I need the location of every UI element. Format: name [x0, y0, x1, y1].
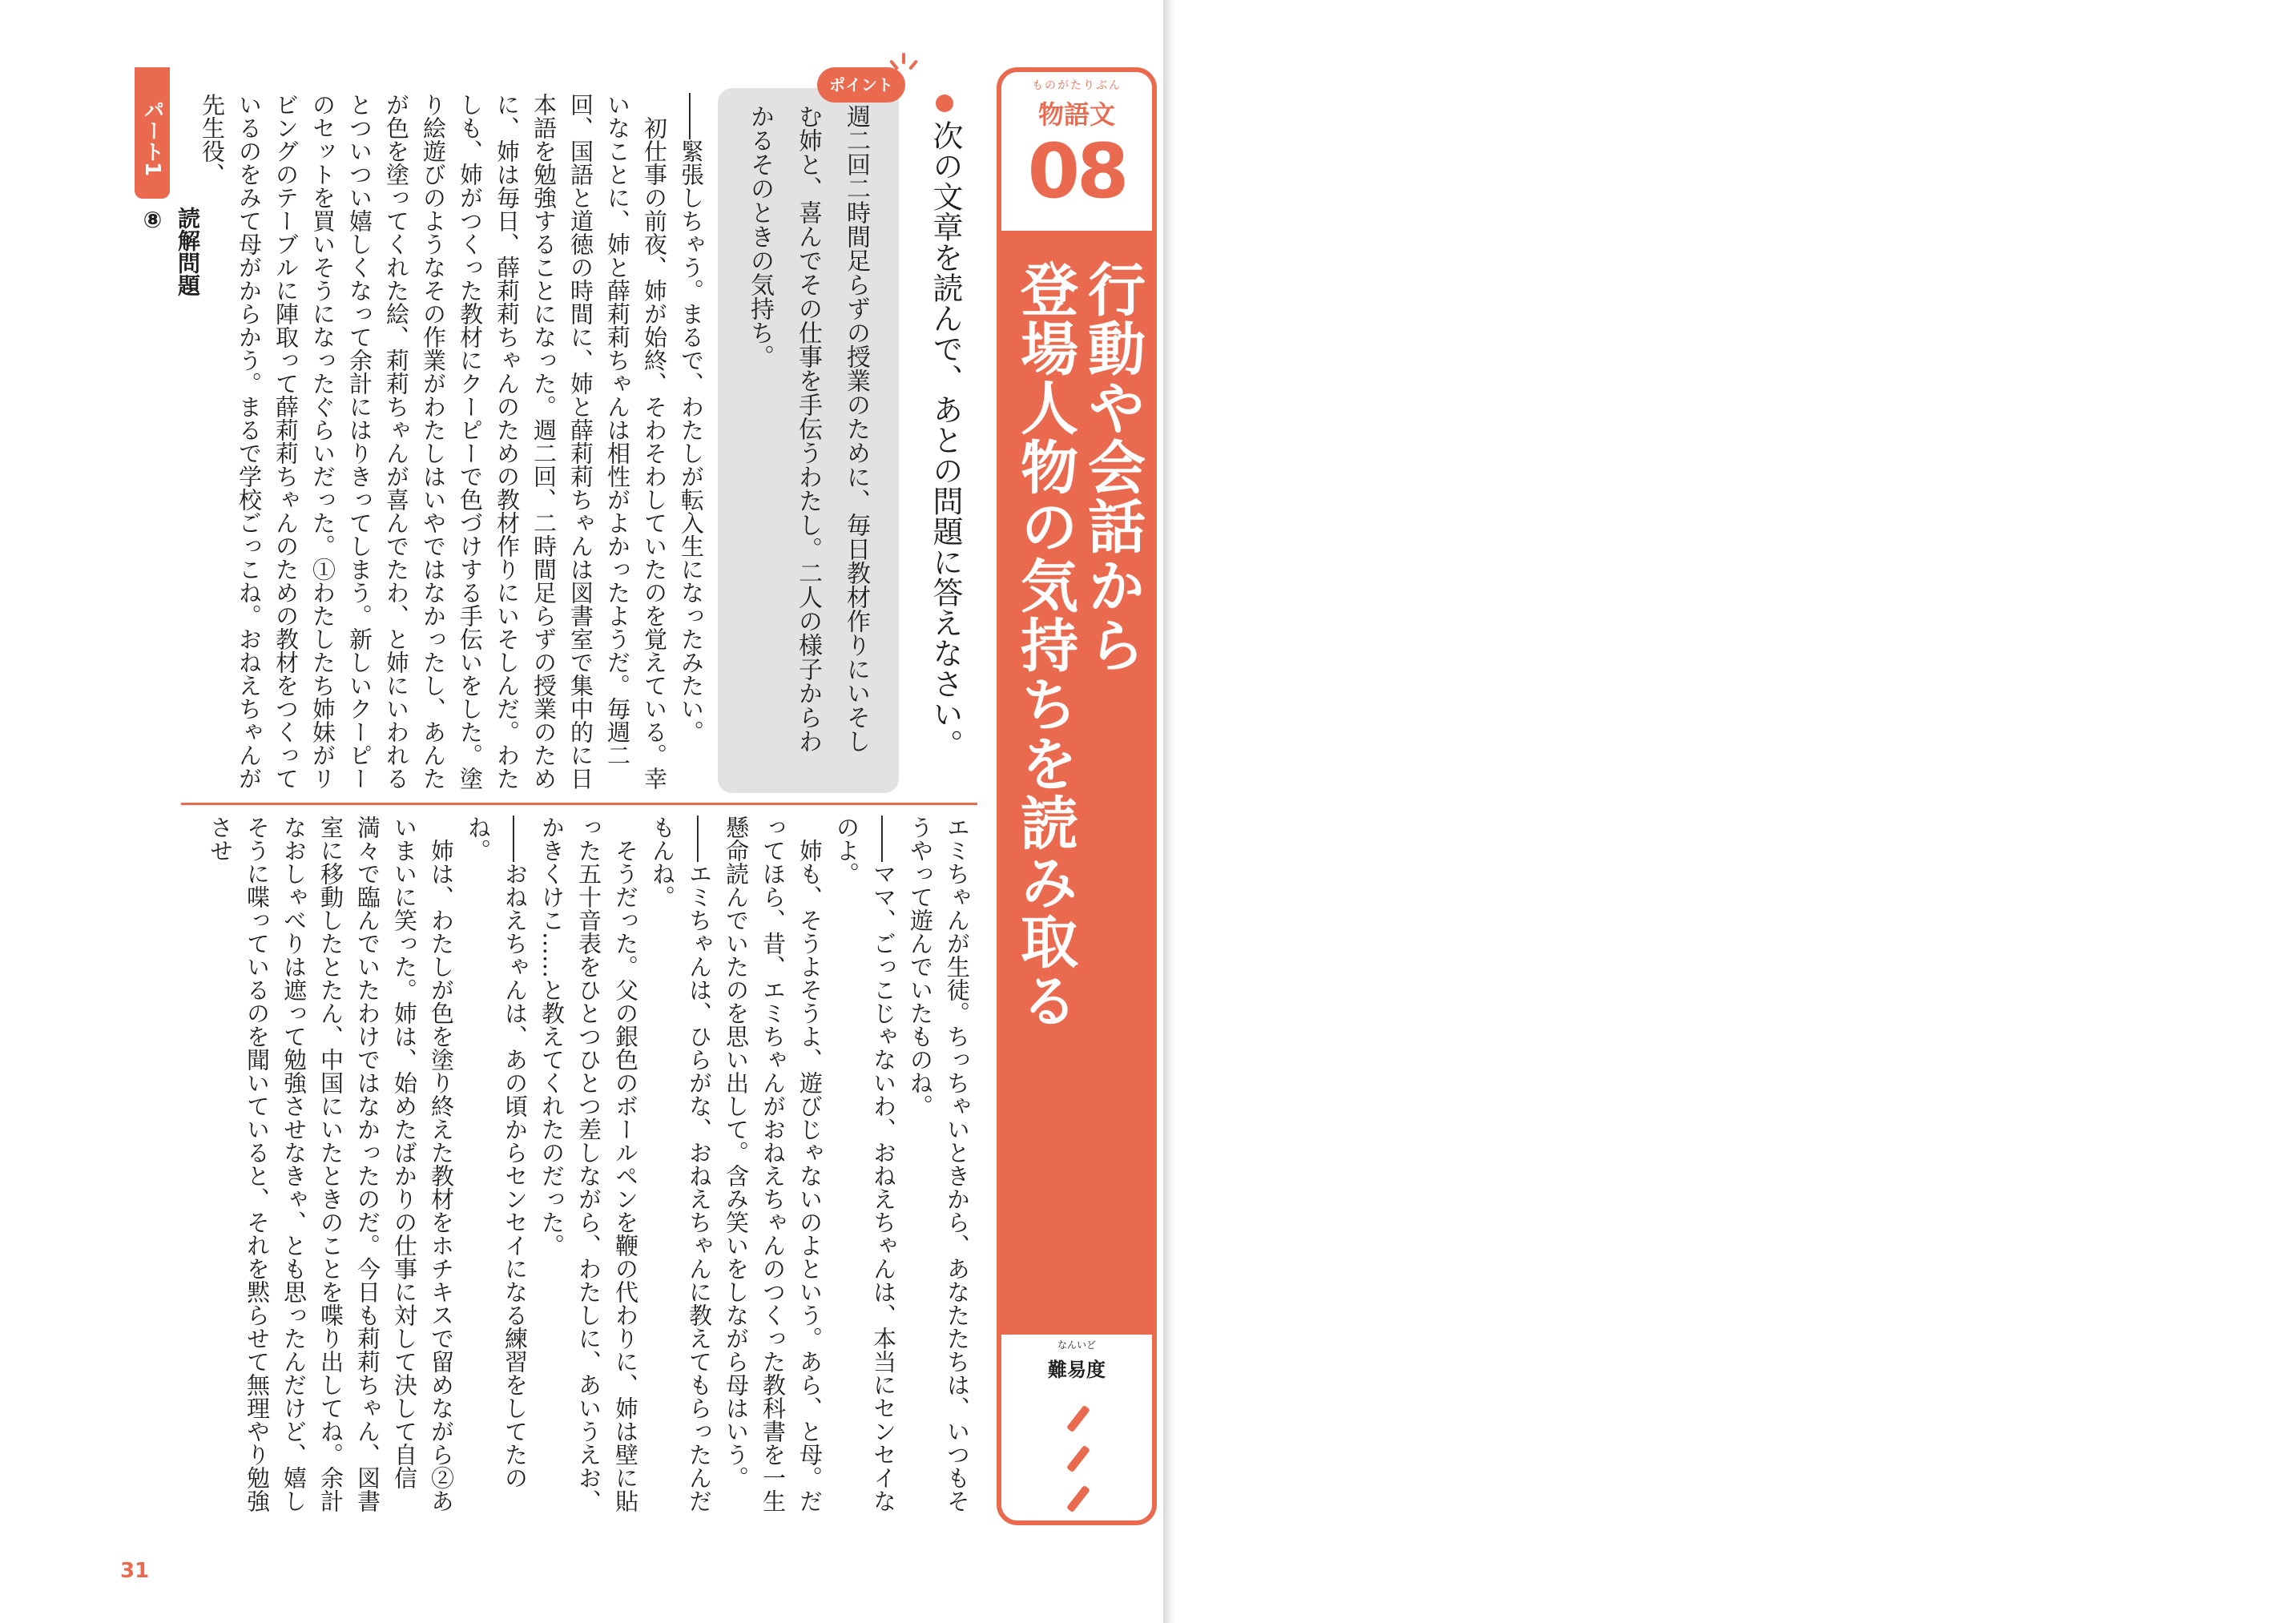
passage-paragraph: 姉は、わたしが色を塗り終えた教材をホチキスで留めながら②あいまいに笑った。姉は、始めたばかりの仕事に対して決して自信満々で臨んでいたわけではなかったのだ。今日も莉莉ちゃん、図書室に移動したとたん、中国にいたときのことを喋り出してね。余計なおしゃべりは遮って勉強させなきゃ、とも思ったんだけど、嬉しそうに喋っているのを聞いていると、それを黙らせて無理やり勉強させ — [207, 816, 455, 1512]
passage-paragraph: ――おねえちゃんは、あの頃からセンセイになる練習をしてたのね。 — [465, 816, 529, 1489]
point-tag: ポイント — [817, 67, 905, 103]
instruction-text: 次の文章を読んで、あとの問題に答えなさい。 — [928, 120, 963, 759]
title-header — [1001, 72, 1152, 231]
side-tab — [120, 67, 201, 308]
difficulty-box — [1001, 1335, 1152, 1520]
passage-paragraph: ――ママ、ごっこじゃないわ、おねえちゃんは、本当にセンセイなのよ。 — [833, 816, 897, 1512]
difficulty-pencil-icon — [1066, 1445, 1090, 1473]
passage-paragraph: ――緊張しちゃう。まるで、わたしが転入生になったみたい。 — [678, 93, 705, 743]
title-panel — [997, 67, 1157, 1525]
passage-paragraph: ――エミちゃんは、ひらがな、おねえちゃんに教えてもらったんだもんね。 — [649, 816, 713, 1512]
passage-paragraph: 姉も、そうよそうよ、遊びじゃないのよという。あら、と母。だってほら、昔、エミちゃんがおねえちゃんのつくった教科書を一生懸命読んでいたのを思い出して。含み笑いをしながら母はいう。 — [723, 816, 824, 1512]
genre-ruby: ものがたりぶん — [1032, 79, 1122, 92]
passage-paragraph: そうだった。父の銀色のボールペンを鞭の代わりに、姉は壁に貼った五十音表をひとつひとつ差しながら、わたしに、あいうえお、かきくけこ……と教えてくれたのだった。 — [538, 816, 639, 1512]
page-number: 31 — [120, 1559, 150, 1583]
difficulty-label: 難易度 — [1048, 1359, 1106, 1381]
passage-lower — [181, 816, 976, 1520]
section-divider — [181, 803, 977, 805]
title-line-1: 行動や会話から — [1078, 260, 1146, 675]
page-spine-edge — [1163, 0, 1176, 1623]
title-band — [1001, 231, 1152, 1335]
passage-upper — [181, 93, 710, 798]
point-body: 週二回二時間足らずの授業のために、毎日教材作りにいそしむ姉と、喜んでその仕事を手伝うわたし。二人の様子からわかるそのときの気持ち。 — [746, 104, 870, 753]
genre-label: 物語文 — [1037, 99, 1115, 130]
passage-paragraph: エミちゃんが生徒。ちっちゃいときから、あなたたちは、いつもそうやって遊んでいたものね。 — [907, 816, 971, 1512]
instruction-bullet-icon — [936, 95, 953, 112]
part-tab: パート1 — [135, 67, 170, 199]
section-title: 読解問題⑧ — [139, 207, 201, 296]
difficulty-pencil-icon — [1066, 1485, 1090, 1513]
difficulty-pencil-icon — [1066, 1405, 1090, 1433]
difficulty-ruby: なんいど — [1057, 1339, 1096, 1351]
passage-paragraph: 初仕事の前夜、姉が始終、そわそわしていたのを覚えている。幸いなことに、姉と薛莉莉ちゃんは相性がよかったようだ。毎週二回、国語と道徳の時間に、姉と薛莉莉ちゃんは図書室で集中的に日本語を勉強することになった。週二回、二時間足らずの授業のために、姉は毎日、薛莉莉ちゃんのための教材作りにいそしんだ。わたしも、姉がつくった教材にクーピーで色づけする手伝いをした。塗り絵遊びのようなその作業がわたしはいやではなかったし、あんたが色を塗ってくれた絵、莉莉ちゃんが喜んでたわ、と姉にいわれるとついつい嬉しくなって余計にはりきってしまう。新しいクーピーのセットを買いそうになったぐらいだった。①わたしたち姉妹がリビングのテーブルに陣取って薛莉莉ちゃんのための教材をつくっているのをみて母がからかう。まるで学校ごっこね。おねえちゃんが先生役、 — [199, 93, 668, 790]
title-line-2: 登場人物の気持ちを読み取る — [1011, 260, 1078, 1030]
point-text — [735, 104, 880, 769]
unit-number: 08 — [1027, 128, 1126, 215]
